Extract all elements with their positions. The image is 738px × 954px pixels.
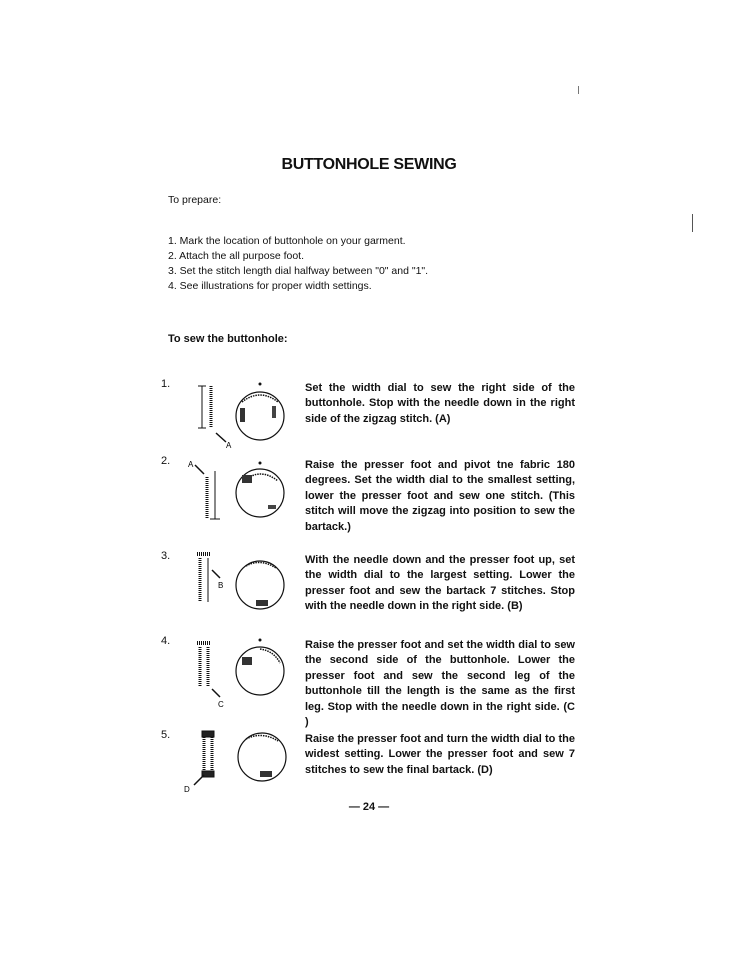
step-number: 2. xyxy=(161,455,171,467)
pointer-arrow-icon xyxy=(194,775,204,785)
list-item: 1. Mark the location of buttonhole on your garment. xyxy=(168,235,406,247)
buttonhole-step-4-illustration xyxy=(180,635,300,720)
buttonhole-stitch-icon xyxy=(197,643,211,687)
width-dial-icon xyxy=(238,729,286,781)
step-instructions: Raise the presser foot and set the width dial to sew the second side of the buttonhole. Lower the presser foot and sew the second leg of the buttonhole till the length is the same as the first leg. Stop with the needle down in the right side. (C ) xyxy=(305,639,575,729)
width-dial-icon xyxy=(236,462,284,518)
prepare-list xyxy=(168,234,428,294)
width-dial-icon xyxy=(236,639,284,696)
step-instructions: Set the width dial to sew the right side of the buttonhole. Stop with the needle down in the right side of the zigzag stitch. (A) xyxy=(305,382,575,425)
step-label: A xyxy=(226,441,232,450)
page-number: — 24 — xyxy=(348,801,390,813)
buttonhole-step-1-illustration xyxy=(180,378,300,463)
list-item: 2. Attach the all purpose foot. xyxy=(168,250,305,262)
pointer-arrow-icon xyxy=(212,689,220,697)
buttonhole-stitch-icon xyxy=(207,471,220,519)
step-label: C xyxy=(218,700,224,709)
step-label: B xyxy=(218,581,224,590)
step-number: 1. xyxy=(161,378,171,390)
margin-mark xyxy=(578,86,579,94)
step-instructions: With the needle down and the presser foot up, set the width dial to the largest setting. Lower the presser foot and sew the bartack 7 stitches. Stop with the needle down in the right side. (B) xyxy=(305,554,575,613)
list-item: 3. Set the stitch length dial halfway between "0" and "1". xyxy=(168,265,429,277)
pointer-arrow-icon xyxy=(216,433,226,442)
pointer-arrow-icon xyxy=(195,465,204,474)
step-label: A xyxy=(188,460,194,469)
step-instructions: Raise the presser foot and pivot tne fabric 180 degrees. Set the width dial to the smallest setting, lower the presser foot and sew one stitch. (This stitch will move the zigzag into position to sew the bartack.) xyxy=(305,459,575,533)
sew-heading: To sew the buttonhole: xyxy=(168,333,288,345)
step-number: 4. xyxy=(161,635,171,647)
buttonhole-step-3-illustration xyxy=(180,550,300,635)
step-number: 3. xyxy=(161,550,171,562)
step-label: D xyxy=(184,785,190,794)
list-item: 4. See illustrations for proper width settings. xyxy=(168,280,372,292)
step-number: 5. xyxy=(161,729,171,741)
buttonhole-stitch-icon xyxy=(198,386,211,428)
step-instructions: Raise the presser foot and turn the width dial to the widest setting. Lower the presser foot and sew 7 stitches to sew the final bartack. (D) xyxy=(305,733,575,776)
buttonhole-stitch-icon xyxy=(202,731,214,777)
buttonhole-stitch-icon xyxy=(197,554,211,602)
width-dial-icon xyxy=(236,383,284,441)
margin-mark xyxy=(692,214,693,232)
width-dial-icon xyxy=(236,550,284,609)
page-title: BUTTONHOLE SEWING xyxy=(281,156,457,173)
prepare-heading: To prepare: xyxy=(168,194,222,206)
buttonhole-step-2-illustration xyxy=(180,455,300,540)
pointer-arrow-icon xyxy=(212,570,220,578)
